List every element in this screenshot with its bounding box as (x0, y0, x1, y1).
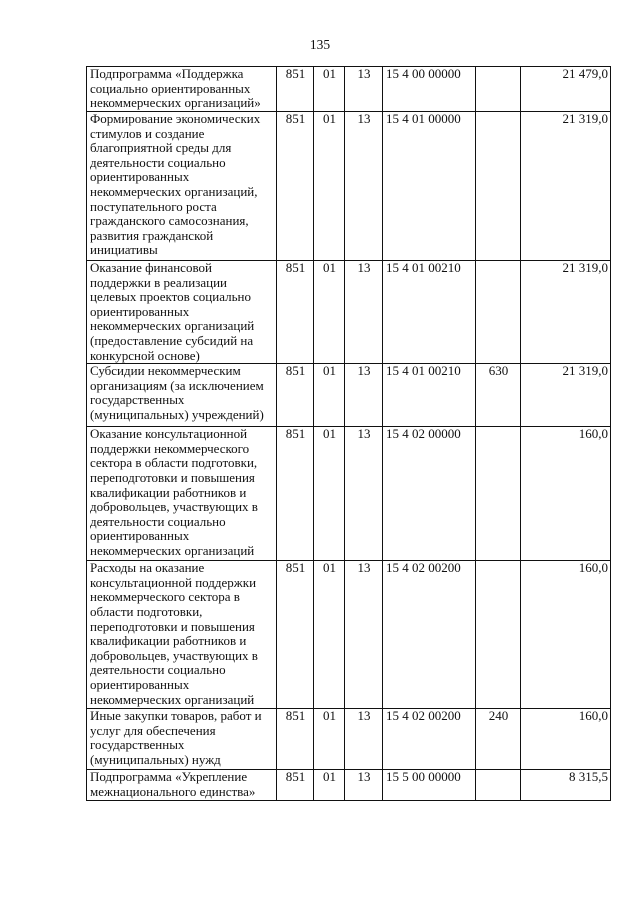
row-rz: 01 (314, 427, 345, 561)
row-sum: 160,0 (521, 427, 611, 561)
row-pr: 13 (345, 261, 383, 364)
row-grbs: 851 (277, 561, 314, 709)
row-name: Подпрограмма «Укрепление межнационального единства» (87, 770, 277, 801)
row-vr: 630 (476, 364, 521, 427)
row-name: Расходы на оказание консультационной поддержки некоммерческого сектора в области подготовки, переподготовки и повышения квалификации работников и добровольцев, участвующих в деятельности социально ориентированных некоммерческих организаций (87, 561, 277, 709)
table-row (87, 67, 611, 112)
row-rz: 01 (314, 67, 345, 112)
row-csr: 15 4 02 00000 (383, 427, 476, 561)
row-name: Подпрограмма «Поддержка социально ориентированных некоммерческих организаций» (87, 67, 277, 112)
row-rz: 01 (314, 364, 345, 427)
row-grbs: 851 (277, 709, 314, 770)
row-sum: 160,0 (521, 561, 611, 709)
row-csr: 15 4 01 00000 (383, 112, 476, 261)
row-name: Оказание финансовой поддержки в реализации целевых проектов социально ориентированных некоммерческих организаций (предоставление субсидий на конкурсной основе) (87, 261, 277, 364)
row-vr (476, 427, 521, 561)
budget-table (86, 66, 611, 801)
row-sum: 21 479,0 (521, 67, 611, 112)
row-sum: 21 319,0 (521, 261, 611, 364)
row-vr (476, 561, 521, 709)
row-vr: 240 (476, 709, 521, 770)
row-rz: 01 (314, 112, 345, 261)
row-pr: 13 (345, 709, 383, 770)
row-vr (476, 112, 521, 261)
table-row (87, 709, 611, 770)
row-csr: 15 5 00 00000 (383, 770, 476, 801)
row-rz: 01 (314, 561, 345, 709)
row-pr: 13 (345, 112, 383, 261)
row-sum: 8 315,5 (521, 770, 611, 801)
row-pr: 13 (345, 770, 383, 801)
table-row (87, 261, 611, 364)
row-csr: 15 4 02 00200 (383, 561, 476, 709)
table-row (87, 112, 611, 261)
row-name: Формирование экономических стимулов и создание благоприятной среды для деятельности социально ориентированных некоммерческих организаций, поступательного роста гражданского самосознания, развития гражданской инициативы (87, 112, 277, 261)
row-grbs: 851 (277, 112, 314, 261)
row-vr (476, 261, 521, 364)
row-grbs: 851 (277, 364, 314, 427)
row-vr (476, 67, 521, 112)
table-row (87, 427, 611, 561)
row-grbs: 851 (277, 770, 314, 801)
row-pr: 13 (345, 67, 383, 112)
row-rz: 01 (314, 261, 345, 364)
row-csr: 15 4 00 00000 (383, 67, 476, 112)
row-sum: 21 319,0 (521, 112, 611, 261)
row-name: Оказание консультационной поддержки некоммерческого сектора в области подготовки, переподготовки и повышения квалификации работников и добровольцев, участвующих в деятельности социально ориентированных некоммерческих организаций (87, 427, 277, 561)
row-rz: 01 (314, 770, 345, 801)
row-vr (476, 770, 521, 801)
budget-table-body (87, 67, 611, 801)
row-grbs: 851 (277, 261, 314, 364)
table-row (87, 770, 611, 801)
table-row (87, 561, 611, 709)
row-csr: 15 4 02 00200 (383, 709, 476, 770)
page-number: 135 (309, 37, 331, 52)
row-csr: 15 4 01 00210 (383, 261, 476, 364)
row-name: Иные закупки товаров, работ и услуг для обеспечения государственных (муниципальных) нужд (87, 709, 277, 770)
table-row (87, 364, 611, 427)
row-pr: 13 (345, 364, 383, 427)
row-sum: 160,0 (521, 709, 611, 770)
row-grbs: 851 (277, 67, 314, 112)
row-sum: 21 319,0 (521, 364, 611, 427)
row-pr: 13 (345, 427, 383, 561)
row-csr: 15 4 01 00210 (383, 364, 476, 427)
row-pr: 13 (345, 561, 383, 709)
row-rz: 01 (314, 709, 345, 770)
row-name: Субсидии некоммерческим организациям (за исключением государственных (муниципальных) учреждений) (87, 364, 277, 427)
row-grbs: 851 (277, 427, 314, 561)
